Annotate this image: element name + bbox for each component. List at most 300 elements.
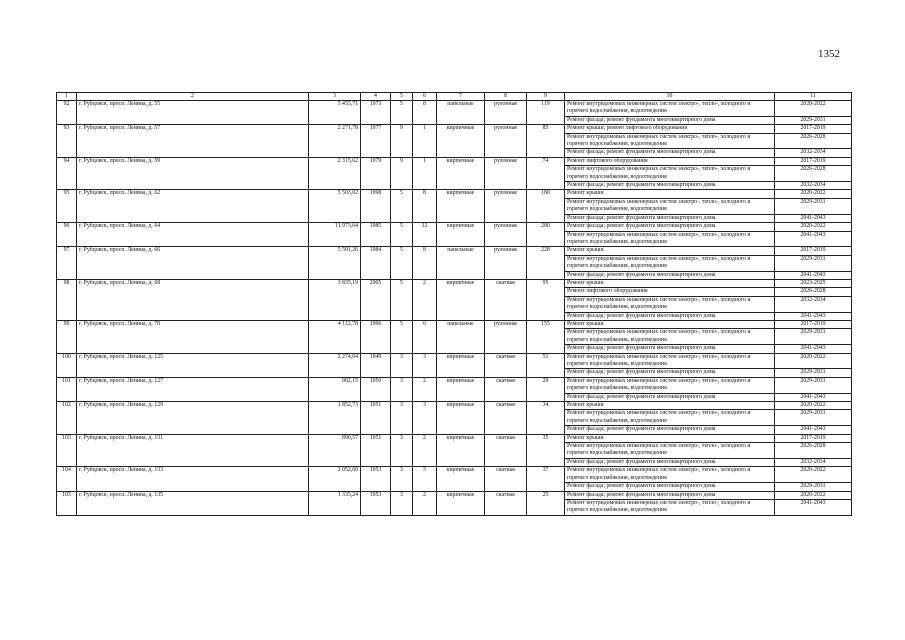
- row-number-cell: 98: [57, 279, 77, 287]
- work-type-cell: Ремонт внутридомовых инженерных систем электро-, тепло-, холодного и горячего водоснабжения, водоотведения: [565, 353, 775, 369]
- roof-type-cell: скатная: [485, 377, 527, 393]
- period-cell: 2041-2043: [775, 393, 852, 401]
- period-cell: 2023-2025: [775, 279, 852, 287]
- flats-count-cell: [527, 116, 565, 124]
- row-number-cell: 105: [57, 491, 77, 499]
- entrances-cell: [413, 312, 437, 320]
- roof-type-cell: скатная: [485, 353, 527, 369]
- roof-type-cell: скатная: [485, 467, 527, 483]
- address-cell: [77, 296, 309, 312]
- flats-count-cell: 37: [527, 467, 565, 483]
- entrances-cell: 2: [413, 434, 437, 442]
- total-area-cell: [309, 198, 361, 214]
- total-area-cell: 5 501,26: [309, 247, 361, 255]
- year-built-cell: [361, 255, 391, 271]
- column-number: 2: [77, 93, 309, 101]
- entrances-cell: [413, 166, 437, 182]
- address-cell: г. Рубцовск, просп. Ленина, д. 129: [77, 402, 309, 410]
- period-cell: 2017-2019: [775, 125, 852, 133]
- year-built-cell: [361, 483, 391, 491]
- table-row: [57, 101, 852, 117]
- period-cell: 2017-2019: [775, 320, 852, 328]
- period-cell: 2026-2028: [775, 443, 852, 459]
- work-type-cell: Ремонт крыши: [565, 279, 775, 287]
- wall-material-cell: [437, 443, 485, 459]
- flats-count-cell: [527, 499, 565, 515]
- total-area-cell: [309, 410, 361, 426]
- floors-cell: 5: [391, 320, 413, 328]
- table-row: [57, 458, 852, 466]
- total-area-cell: [309, 329, 361, 345]
- roof-type-cell: рулонная: [485, 247, 527, 255]
- year-built-cell: [361, 393, 391, 401]
- total-area-cell: 902,15: [309, 377, 361, 393]
- wall-material-cell: [437, 483, 485, 491]
- wall-material-cell: кирпичные: [437, 190, 485, 198]
- row-number-cell: [57, 312, 77, 320]
- wall-material-cell: [437, 133, 485, 149]
- table-row: [57, 329, 852, 345]
- address-cell: [77, 116, 309, 124]
- year-built-cell: [361, 499, 391, 515]
- entrances-cell: [413, 182, 437, 190]
- table-row: [57, 182, 852, 190]
- row-number-cell: [57, 166, 77, 182]
- total-area-cell: 5 455,71: [309, 101, 361, 117]
- work-type-cell: Ремонт фасада; ремонт фундамента многоквартирного дома: [565, 214, 775, 222]
- flats-count-cell: [527, 214, 565, 222]
- total-area-cell: [309, 231, 361, 247]
- flats-count-cell: [527, 296, 565, 312]
- entrances-cell: [413, 483, 437, 491]
- address-cell: г. Рубцовск, просп. Ленина, д. 57: [77, 125, 309, 133]
- row-number-cell: 92: [57, 101, 77, 117]
- flats-count-cell: 95: [527, 279, 565, 287]
- address-cell: г. Рубцовск, просп. Ленина, д. 133: [77, 467, 309, 483]
- floors-cell: [391, 499, 413, 515]
- address-cell: г. Рубцовск, просп. Ленина, д. 59: [77, 157, 309, 165]
- flats-count-cell: [527, 231, 565, 247]
- row-number-cell: [57, 410, 77, 426]
- table-row: [57, 353, 852, 369]
- total-area-cell: 1 852,73: [309, 402, 361, 410]
- wall-material-cell: кирпичные: [437, 434, 485, 442]
- year-built-cell: 1950: [361, 377, 391, 393]
- total-area-cell: [309, 393, 361, 401]
- total-area-cell: 5 503,02: [309, 190, 361, 198]
- year-built-cell: [361, 231, 391, 247]
- flats-count-cell: 29: [527, 377, 565, 393]
- work-type-cell: Ремонт крыши; ремонт лифтового оборудования: [565, 125, 775, 133]
- table-row: [57, 223, 852, 231]
- year-built-cell: [361, 166, 391, 182]
- year-built-cell: 1985: [361, 223, 391, 231]
- table-row: [57, 434, 852, 442]
- wall-material-cell: кирпичные: [437, 157, 485, 165]
- floors-cell: [391, 214, 413, 222]
- row-number-cell: [57, 198, 77, 214]
- entrances-cell: 2: [413, 377, 437, 393]
- wall-material-cell: [437, 149, 485, 157]
- work-type-cell: Ремонт внутридомовых инженерных систем электро-, тепло-, холодного и горячего водоснабжения, водоотведения: [565, 296, 775, 312]
- roof-type-cell: [485, 255, 527, 271]
- roof-type-cell: скатная: [485, 491, 527, 499]
- total-area-cell: 11 973,64: [309, 223, 361, 231]
- address-cell: [77, 393, 309, 401]
- address-cell: г. Рубцовск, просп. Ленина, д. 64: [77, 223, 309, 231]
- year-built-cell: [361, 198, 391, 214]
- address-cell: [77, 182, 309, 190]
- total-area-cell: 890,57: [309, 434, 361, 442]
- floors-cell: [391, 149, 413, 157]
- year-built-cell: [361, 458, 391, 466]
- flats-count-cell: [527, 345, 565, 353]
- column-number-row: [57, 93, 852, 101]
- entrances-cell: 2: [413, 279, 437, 287]
- roof-type-cell: скатная: [485, 279, 527, 287]
- address-cell: г. Рубцовск, просп. Ленина, д. 135: [77, 491, 309, 499]
- roof-type-cell: [485, 214, 527, 222]
- table-row: [57, 279, 852, 287]
- floors-cell: [391, 443, 413, 459]
- floors-cell: [391, 288, 413, 296]
- entrances-cell: [413, 116, 437, 124]
- entrances-cell: [413, 214, 437, 222]
- period-cell: 2041-2043: [775, 271, 852, 279]
- address-cell: г. Рубцовск, просп. Ленина, д. 68: [77, 279, 309, 287]
- roof-type-cell: [485, 410, 527, 426]
- roof-type-cell: [485, 182, 527, 190]
- row-number-cell: [57, 288, 77, 296]
- flats-count-cell: 34: [527, 402, 565, 410]
- floors-cell: 5: [391, 190, 413, 198]
- row-number-cell: [57, 116, 77, 124]
- work-type-cell: Ремонт фасада; ремонт фундамента многоквартирного дома: [565, 271, 775, 279]
- row-number-cell: [57, 255, 77, 271]
- table-row: [57, 133, 852, 149]
- roof-type-cell: [485, 198, 527, 214]
- table-row: [57, 467, 852, 483]
- row-number-cell: [57, 426, 77, 434]
- work-type-cell: Ремонт внутридомовых инженерных систем электро-, тепло-, холодного и горячего водоснабжения, водоотведения: [565, 443, 775, 459]
- row-number-cell: [57, 231, 77, 247]
- table-row: [57, 491, 852, 499]
- column-number: 6: [413, 93, 437, 101]
- table-row: [57, 198, 852, 214]
- entrances-cell: [413, 296, 437, 312]
- roof-type-cell: [485, 345, 527, 353]
- flats-count-cell: 35: [527, 434, 565, 442]
- table-row: [57, 149, 852, 157]
- address-cell: [77, 345, 309, 353]
- period-cell: 2029-2031: [775, 329, 852, 345]
- period-cell: 2041-2043: [775, 499, 852, 515]
- address-cell: [77, 231, 309, 247]
- floors-cell: 3: [391, 467, 413, 483]
- table-row: [57, 214, 852, 222]
- work-type-cell: Ремонт внутридомовых инженерных систем электро-, тепло-, холодного и горячего водоснабжения, водоотведения: [565, 499, 775, 515]
- work-type-cell: Ремонт внутридомовых инженерных систем электро-, тепло-, холодного и горячего водоснабжения, водоотведения: [565, 231, 775, 247]
- roof-type-cell: [485, 426, 527, 434]
- column-number: 3: [309, 93, 361, 101]
- flats-count-cell: 180: [527, 190, 565, 198]
- work-type-cell: Ремонт внутридомовых инженерных систем электро-, тепло-, холодного и горячего водоснабжения, водоотведения: [565, 255, 775, 271]
- wall-material-cell: кирпичные: [437, 402, 485, 410]
- table-row: [57, 296, 852, 312]
- period-cell: 2020-2022: [775, 223, 852, 231]
- work-type-cell: Ремонт внутридомовых инженерных систем электро-, тепло-, холодного и горячего водоснабжения, водоотведения: [565, 467, 775, 483]
- table-row: [57, 271, 852, 279]
- period-cell: 2026-2028: [775, 288, 852, 296]
- floors-cell: 5: [391, 101, 413, 117]
- period-cell: 2041-2043: [775, 231, 852, 247]
- work-type-cell: Ремонт внутридомовых инженерных систем электро-, тепло-, холодного и горячего водоснабжения, водоотведения: [565, 329, 775, 345]
- address-cell: [77, 312, 309, 320]
- row-number-cell: [57, 443, 77, 459]
- floors-cell: [391, 198, 413, 214]
- floors-cell: [391, 116, 413, 124]
- year-built-cell: 2005: [361, 279, 391, 287]
- period-cell: 2020-2022: [775, 402, 852, 410]
- floors-cell: [391, 426, 413, 434]
- row-number-cell: [57, 214, 77, 222]
- year-built-cell: 1998: [361, 190, 391, 198]
- wall-material-cell: [437, 345, 485, 353]
- period-cell: 2020-2022: [775, 467, 852, 483]
- flats-count-cell: 228: [527, 247, 565, 255]
- table-row: [57, 157, 852, 165]
- roof-type-cell: [485, 133, 527, 149]
- floors-cell: [391, 296, 413, 312]
- row-number-cell: [57, 393, 77, 401]
- flats-count-cell: 280: [527, 223, 565, 231]
- roof-type-cell: [485, 499, 527, 515]
- column-number: 11: [775, 93, 852, 101]
- row-number-cell: [57, 329, 77, 345]
- total-area-cell: [309, 255, 361, 271]
- period-cell: 2041-2043: [775, 345, 852, 353]
- roof-type-cell: рулонная: [485, 101, 527, 117]
- column-number: 1: [57, 93, 77, 101]
- flats-count-cell: 155: [527, 320, 565, 328]
- entrances-cell: 8: [413, 101, 437, 117]
- work-type-cell: Ремонт крыши: [565, 190, 775, 198]
- roof-type-cell: [485, 149, 527, 157]
- column-number: 5: [391, 93, 413, 101]
- work-type-cell: Ремонт крыши: [565, 320, 775, 328]
- total-area-cell: 2 315,62: [309, 157, 361, 165]
- address-cell: г. Рубцовск, просп. Ленина, д. 62: [77, 190, 309, 198]
- entrances-cell: [413, 231, 437, 247]
- wall-material-cell: кирпичные: [437, 467, 485, 483]
- total-area-cell: 2 271,78: [309, 125, 361, 133]
- floors-cell: 3: [391, 434, 413, 442]
- wall-material-cell: панельные: [437, 247, 485, 255]
- flats-count-cell: [527, 149, 565, 157]
- wall-material-cell: панельные: [437, 320, 485, 328]
- row-number-cell: 103: [57, 434, 77, 442]
- roof-type-cell: [485, 483, 527, 491]
- year-built-cell: 1973: [361, 101, 391, 117]
- work-type-cell: Ремонт фасада; ремонт фундамента многоквартирного дома: [565, 369, 775, 377]
- row-number-cell: [57, 271, 77, 279]
- entrances-cell: 1: [413, 125, 437, 133]
- entrances-cell: [413, 410, 437, 426]
- address-cell: [77, 166, 309, 182]
- roof-type-cell: [485, 231, 527, 247]
- period-cell: 2032-2034: [775, 296, 852, 312]
- table-row: [57, 345, 852, 353]
- work-type-cell: Ремонт внутридомовых инженерных систем электро-, тепло-, холодного и горячего водоснабжения, водоотведения: [565, 101, 775, 117]
- wall-material-cell: [437, 271, 485, 279]
- table-row: [57, 320, 852, 328]
- total-area-cell: [309, 116, 361, 124]
- year-built-cell: 1977: [361, 125, 391, 133]
- period-cell: 2017-2019: [775, 157, 852, 165]
- year-built-cell: [361, 410, 391, 426]
- roof-type-cell: рулонная: [485, 320, 527, 328]
- floors-cell: 9: [391, 157, 413, 165]
- work-type-cell: Ремонт фасада; ремонт фундамента многоквартирного дома: [565, 345, 775, 353]
- floors-cell: [391, 329, 413, 345]
- wall-material-cell: [437, 231, 485, 247]
- period-cell: 2041-2043: [775, 312, 852, 320]
- roof-type-cell: рулонная: [485, 223, 527, 231]
- year-built-cell: [361, 345, 391, 353]
- address-cell: [77, 369, 309, 377]
- entrances-cell: 8: [413, 190, 437, 198]
- entrances-cell: 8: [413, 247, 437, 255]
- work-type-cell: Ремонт внутридомовых инженерных систем электро-, тепло-, холодного и горячего водоснабжения, водоотведения: [565, 377, 775, 393]
- repair-schedule-table: [56, 92, 851, 516]
- period-cell: 2029-2031: [775, 116, 852, 124]
- year-built-cell: [361, 329, 391, 345]
- flats-count-cell: [527, 166, 565, 182]
- work-type-cell: Ремонт фасада; ремонт фундамента многоквартирного дома: [565, 116, 775, 124]
- entrances-cell: [413, 198, 437, 214]
- total-area-cell: [309, 182, 361, 190]
- roof-type-cell: [485, 312, 527, 320]
- total-area-cell: [309, 166, 361, 182]
- flats-count-cell: 74: [527, 157, 565, 165]
- table-row: [57, 393, 852, 401]
- row-number-cell: [57, 345, 77, 353]
- total-area-cell: [309, 483, 361, 491]
- year-built-cell: 1953: [361, 491, 391, 499]
- column-number: 8: [485, 93, 527, 101]
- period-cell: 2029-2031: [775, 255, 852, 271]
- table-row: [57, 166, 852, 182]
- entrances-cell: [413, 345, 437, 353]
- flats-count-cell: [527, 483, 565, 491]
- row-number-cell: [57, 149, 77, 157]
- floors-cell: [391, 255, 413, 271]
- entrances-cell: [413, 426, 437, 434]
- address-cell: [77, 410, 309, 426]
- address-cell: г. Рубцовск, просп. Ленина, д. 127: [77, 377, 309, 393]
- floors-cell: 5: [391, 247, 413, 255]
- entrances-cell: [413, 149, 437, 157]
- work-type-cell: Ремонт фасада; ремонт фундамента многоквартирного дома: [565, 393, 775, 401]
- period-cell: 2029-2031: [775, 483, 852, 491]
- entrances-cell: [413, 133, 437, 149]
- wall-material-cell: [437, 255, 485, 271]
- period-cell: 2032-2034: [775, 182, 852, 190]
- period-cell: 2017-2019: [775, 247, 852, 255]
- work-type-cell: Ремонт внутридомовых инженерных систем электро-, тепло-, холодного и горячего водоснабжения, водоотведения: [565, 133, 775, 149]
- total-area-cell: [309, 443, 361, 459]
- roof-type-cell: рулонная: [485, 190, 527, 198]
- row-number-cell: 99: [57, 320, 77, 328]
- period-cell: 2026-2028: [775, 166, 852, 182]
- year-built-cell: 1979: [361, 157, 391, 165]
- row-number-cell: 100: [57, 353, 77, 369]
- roof-type-cell: [485, 296, 527, 312]
- address-cell: г. Рубцовск, просп. Ленина, д. 66: [77, 247, 309, 255]
- address-cell: [77, 271, 309, 279]
- wall-material-cell: [437, 166, 485, 182]
- total-area-cell: [309, 288, 361, 296]
- entrances-cell: 2: [413, 491, 437, 499]
- floors-cell: [391, 369, 413, 377]
- entrances-cell: [413, 443, 437, 459]
- row-number-cell: 96: [57, 223, 77, 231]
- roof-type-cell: [485, 458, 527, 466]
- flats-count-cell: [527, 288, 565, 296]
- period-cell: 2041-2043: [775, 214, 852, 222]
- address-cell: [77, 483, 309, 491]
- roof-type-cell: [485, 369, 527, 377]
- year-built-cell: [361, 369, 391, 377]
- table-row: [57, 377, 852, 393]
- roof-type-cell: [485, 271, 527, 279]
- floors-cell: 5: [391, 223, 413, 231]
- entrances-cell: [413, 458, 437, 466]
- total-area-cell: [309, 149, 361, 157]
- work-type-cell: Ремонт крыши: [565, 402, 775, 410]
- period-cell: 2020-2022: [775, 190, 852, 198]
- period-cell: 2032-2034: [775, 458, 852, 466]
- work-type-cell: Ремонт фасада; ремонт фундамента многоквартирного дома: [565, 182, 775, 190]
- wall-material-cell: [437, 393, 485, 401]
- roof-type-cell: рулонная: [485, 157, 527, 165]
- table-row: [57, 369, 852, 377]
- total-area-cell: 4 112,78: [309, 320, 361, 328]
- year-built-cell: [361, 271, 391, 279]
- row-number-cell: 95: [57, 190, 77, 198]
- entrances-cell: [413, 288, 437, 296]
- year-built-cell: [361, 133, 391, 149]
- column-number: 10: [565, 93, 775, 101]
- year-built-cell: [361, 214, 391, 222]
- floors-cell: 3: [391, 377, 413, 393]
- entrances-cell: [413, 271, 437, 279]
- entrances-cell: [413, 329, 437, 345]
- floors-cell: [391, 271, 413, 279]
- address-cell: г. Рубцовск, просп. Ленина, д. 131: [77, 434, 309, 442]
- period-cell: 2020-2022: [775, 491, 852, 499]
- table-row: [57, 410, 852, 426]
- wall-material-cell: [437, 312, 485, 320]
- flats-count-cell: [527, 393, 565, 401]
- address-cell: [77, 288, 309, 296]
- wall-material-cell: кирпичные: [437, 353, 485, 369]
- year-built-cell: [361, 443, 391, 459]
- address-cell: [77, 149, 309, 157]
- total-area-cell: [309, 296, 361, 312]
- year-built-cell: [361, 116, 391, 124]
- work-type-cell: Ремонт внутридомовых инженерных систем электро-, тепло-, холодного и горячего водоснабжения, водоотведения: [565, 410, 775, 426]
